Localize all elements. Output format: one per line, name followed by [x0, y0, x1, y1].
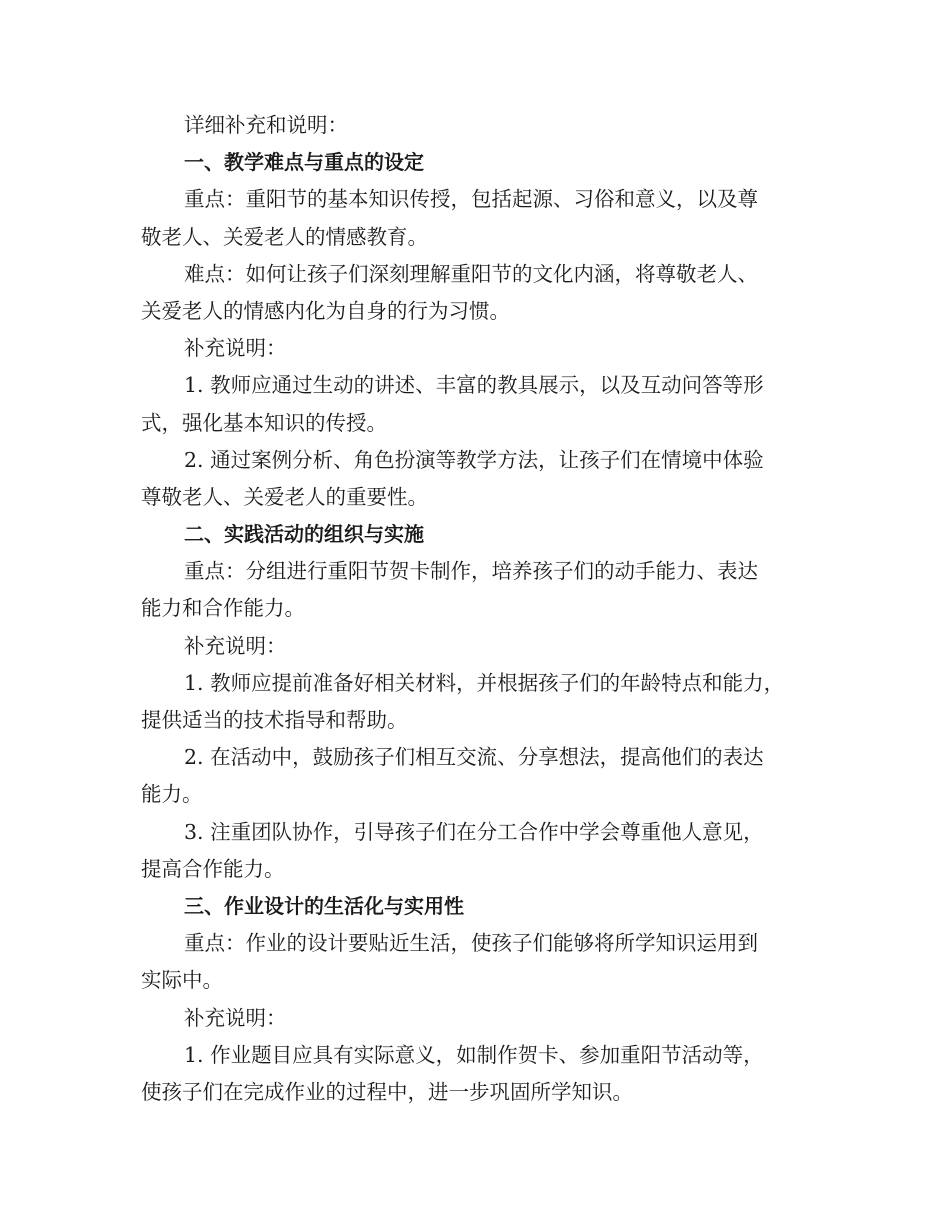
paragraph-line: 2. 在活动中，鼓励孩子们相互交流、分享想法，提高他们的表达: [184, 745, 764, 770]
paragraph-line: 实际中。: [141, 968, 223, 993]
paragraph-line: 2. 通过案例分析、角色扮演等教学方法，让孩子们在情境中体验: [184, 447, 764, 472]
paragraph-line: 能力。: [141, 782, 203, 807]
section-heading: 一、教学难点与重点的设定: [184, 150, 424, 175]
paragraph-line: 重点：分组进行重阳节贺卡制作，培养孩子们的动手能力、表达: [184, 559, 758, 584]
paragraph-line: 补充说明：: [184, 633, 287, 658]
paragraph-line: 提高合作能力。: [141, 856, 285, 881]
paragraph-line: 1. 教师应提前准备好相关材料，并根据孩子们的年龄特点和能力，: [184, 670, 785, 695]
section-heading: 二、实践活动的组织与实施: [184, 522, 424, 547]
document-body: [141, 107, 821, 1111]
paragraph-line: 敬老人、关爱老人的情感教育。: [141, 224, 428, 249]
section-heading: 三、作业设计的生活化与实用性: [184, 893, 464, 918]
paragraph-line: 难点：如何让孩子们深刻理解重阳节的文化内涵，将尊敬老人、: [184, 261, 758, 286]
paragraph-line: 1. 教师应通过生动的讲述、丰富的教具展示，以及互动问答等形: [184, 373, 764, 398]
paragraph-line: 3. 注重团队协作，引导孩子们在分工合作中学会尊重他人意见，: [184, 819, 764, 844]
intro-line: 详细补充和说明：: [184, 113, 348, 137]
paragraph-line: 能力和合作能力。: [141, 596, 305, 621]
paragraph-line: 1. 作业题目应具有实际意义，如制作贺卡、参加重阳节活动等，: [184, 1042, 764, 1067]
paragraph-line: 提供适当的技术指导和帮助。: [141, 708, 408, 732]
paragraph-line: 使孩子们在完成作业的过程中，进一步巩固所学知识。: [141, 1079, 633, 1104]
paragraph-line: 尊敬老人、关爱老人的重要性。: [141, 484, 428, 509]
paragraph-line: 式，强化基本知识的传授。: [141, 410, 387, 435]
paragraph-line: 补充说明：: [184, 1005, 287, 1030]
paragraph-line: 补充说明：: [184, 336, 287, 361]
paragraph-line: 重点：重阳节的基本知识传授，包括起源、习俗和意义，以及尊: [184, 187, 758, 212]
paragraph-line: 关爱老人的情感内化为自身的行为习惯。: [141, 298, 510, 323]
paragraph-line: 重点：作业的设计要贴近生活，使孩子们能够将所学知识运用到: [184, 931, 758, 956]
